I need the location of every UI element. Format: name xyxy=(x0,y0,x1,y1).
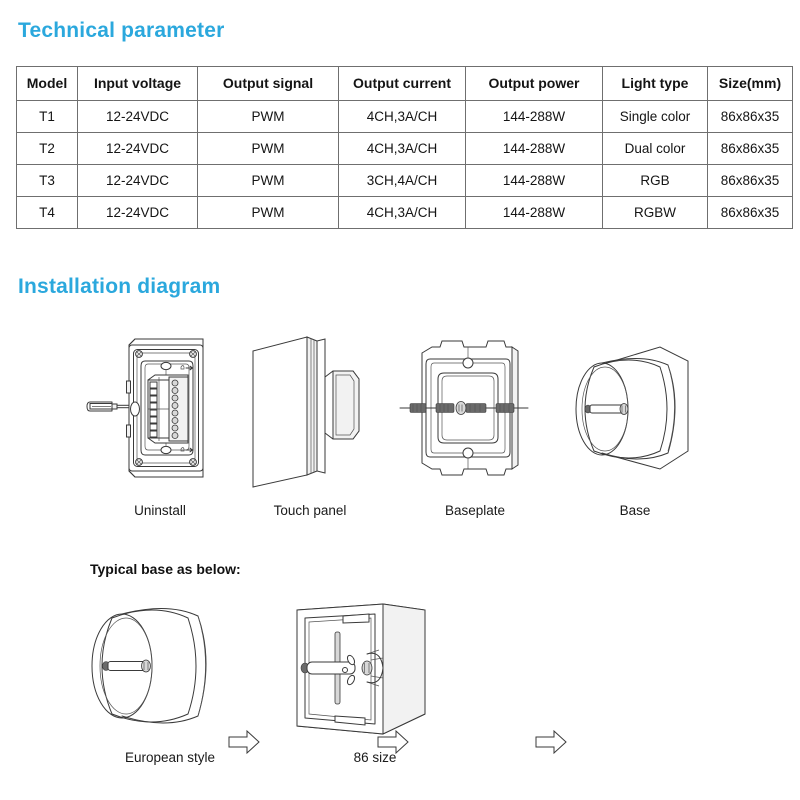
cell-output-signal: PWM xyxy=(198,197,339,229)
column-header-output-current: Output current xyxy=(339,67,466,101)
cell-output-signal: PWM xyxy=(198,101,339,133)
typical-base-86-size xyxy=(275,592,475,787)
cell-light-type: Single color xyxy=(603,101,708,133)
install-step-label-baseplate: Baseplate xyxy=(444,503,506,518)
typical-base-label-86-size: 86 size xyxy=(353,750,397,765)
cell-size: 86x86x35 xyxy=(708,101,793,133)
page-title-technical-parameter: Technical parameter xyxy=(18,19,225,42)
cell-input-voltage: 12-24VDC xyxy=(78,197,198,229)
column-header-light-type: Light type xyxy=(603,67,708,101)
install-step-uninstall xyxy=(85,325,235,535)
typical-base-label-european: European style xyxy=(124,750,216,765)
cell-light-type: RGBW xyxy=(603,197,708,229)
cell-output-power: 144-288W xyxy=(466,101,603,133)
install-step-touch-panel xyxy=(235,325,385,535)
column-header-model: Model xyxy=(17,67,78,101)
baseplate-with-screws-icon xyxy=(400,325,550,500)
install-step-label-touch-panel: Touch panel xyxy=(273,503,347,518)
square-wall-box-icon xyxy=(275,592,475,747)
cell-size: 86x86x35 xyxy=(708,133,793,165)
install-step-label-uninstall: Uninstall xyxy=(134,503,186,518)
cell-size: 86x86x35 xyxy=(708,197,793,229)
touch-panel-icon xyxy=(235,325,385,500)
page-title-installation-diagram: Installation diagram xyxy=(18,275,221,298)
cell-model: T4 xyxy=(17,197,78,229)
cell-output-current: 4CH,3A/CH xyxy=(339,101,466,133)
install-step-baseplate xyxy=(400,325,550,535)
cell-input-voltage: 12-24VDC xyxy=(78,133,198,165)
table-row xyxy=(17,133,793,165)
cell-output-power: 144-288W xyxy=(466,133,603,165)
cell-size: 86x86x35 xyxy=(708,165,793,197)
cell-model: T1 xyxy=(17,101,78,133)
cell-input-voltage: 12-24VDC xyxy=(78,165,198,197)
cell-model: T3 xyxy=(17,165,78,197)
cell-output-signal: PWM xyxy=(198,133,339,165)
table-row xyxy=(17,101,793,133)
technical-parameter-table xyxy=(16,66,793,229)
screw-bar-icon xyxy=(103,660,151,672)
table-header-row xyxy=(17,67,793,101)
spec-table-container xyxy=(16,66,785,229)
round-wall-box-icon xyxy=(70,592,270,747)
column-header-output-power: Output power xyxy=(466,67,603,101)
cell-output-current: 4CH,3A/CH xyxy=(339,197,466,229)
cell-output-current: 4CH,3A/CH xyxy=(339,133,466,165)
table-row xyxy=(17,165,793,197)
expansion-screws-icon xyxy=(400,402,528,415)
install-step-base xyxy=(560,325,710,535)
cell-model: T2 xyxy=(17,133,78,165)
column-header-size: Size(mm) xyxy=(708,67,793,101)
table-row xyxy=(17,197,793,229)
typical-base-row xyxy=(0,592,800,792)
typical-base-european xyxy=(70,592,270,787)
terminal-block-icon xyxy=(148,375,188,443)
cell-light-type: Dual color xyxy=(603,133,708,165)
installation-steps-row xyxy=(0,325,800,535)
cell-output-power: 144-288W xyxy=(466,197,603,229)
column-header-output-signal: Output signal xyxy=(198,67,339,101)
typical-base-label: Typical base as below: xyxy=(90,561,241,577)
cell-input-voltage: 12-24VDC xyxy=(78,101,198,133)
cell-output-power: 144-288W xyxy=(466,165,603,197)
cell-output-signal: PWM xyxy=(198,165,339,197)
round-base-icon xyxy=(560,325,710,500)
install-step-label-base: Base xyxy=(619,503,651,518)
column-header-input-voltage: Input voltage xyxy=(78,67,198,101)
cell-output-current: 3CH,4A/CH xyxy=(339,165,466,197)
cell-light-type: RGB xyxy=(603,165,708,197)
screw-bar-icon xyxy=(585,404,628,415)
wall-switch-open-with-screwdriver-icon xyxy=(85,325,235,500)
